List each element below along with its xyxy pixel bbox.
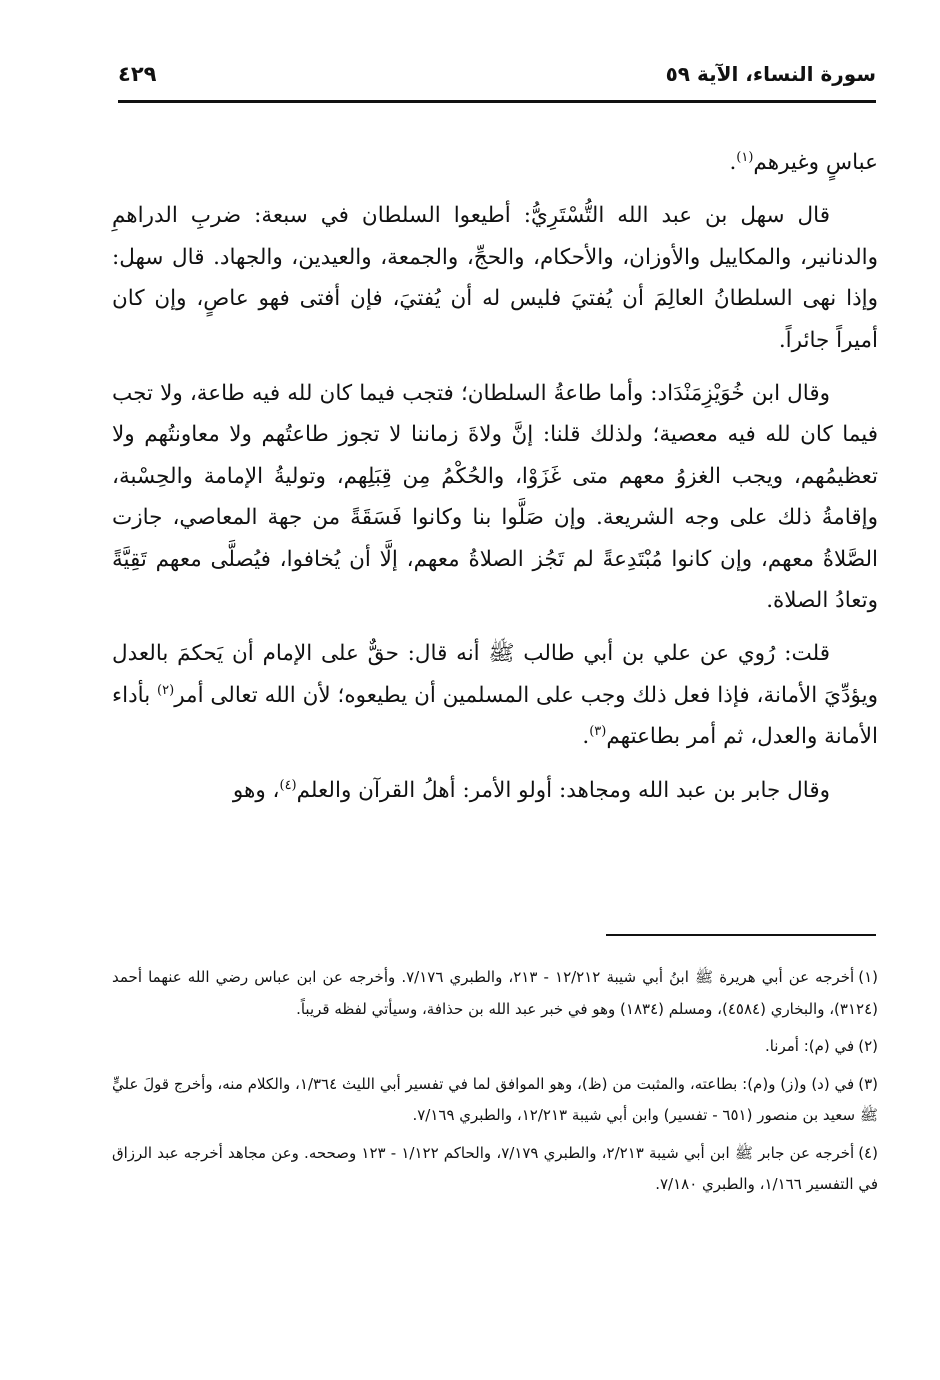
footnote-text: أخرجه عن أبي هريرة ﷺ ابنُ أبي شيبة ١٢/٢١٢ - ٢١٣، والطبري ٧/١٧٦. وأخرجه عن ابن عباس رضي الله عنهما أحمد (٣١٢٤)، والبخاري (٤٥٨٤)، ومسلم (١٨٣٤) وهو في خبر عبد الله بن حذافة، وسيأتي لفظه قريباً. (112, 968, 878, 1018)
footnote-ref-2: (٢) (157, 682, 175, 698)
page-number: ٤٢٩ (118, 62, 157, 86)
paragraph-3: وقال ابن خُوَيْزِمَنْدَاد: وأما طاعةُ السلطان؛ فتجب فيما كان لله فيه طاعة، ولا تجب فيما كان لله فيه معصية؛ ولذلك قلنا: إنَّ ولاةَ زماننا لا تجوز طاعتُهم ولا معاونتُهم ولا تعظيمُهم، ويجب الغزوُ معهم متى غَزَوْا، والحُكْمُ مِن قِبَلِهم، وتوليةُ الإمامة والحِسْبة، وإقامةُ ذلك على وجه الشريعة. وإن صَلَّوا بنا وكانوا فَسَقَةً من جهة المعاصي، جازت الصَّلاةُ معهم، وإن كانوا مُبْتَدِعةً لم تَجُز الصلاةُ معهم، إلَّا أن يُخافوا، فيُصلَّى معهم تَقِيَّةً وتعادُ الصلاة. (112, 381, 878, 614)
footnotes (112, 962, 878, 1207)
footnote-number: (٤) (858, 1143, 878, 1162)
footnote-2 (112, 1031, 878, 1063)
footnote-number: (١) (858, 968, 878, 986)
paragraph-5-text: وقال جابر بن عبد الله ومجاهد: أولو الأمر: أهلُ القرآن والعلم (296, 777, 830, 803)
footnote-ref-3: (٣) (589, 724, 607, 740)
footnote-number: (٣) (858, 1074, 878, 1093)
paragraph-2: قال سهل بن عبد الله التُّسْتَرِيُّ: أطيعوا السلطان في سبعة: ضربِ الدراهمِ والدنانير، والمكاييل والأوزان، والأحكام، والحجِّ، والجمعة، والعيدين، والجهاد. قال سهل: وإذا نهى السلطانُ العالِمَ أن يُفتيَ فليس له أن يُفتيَ، فإن أفتى فهو عاصٍ، وإن كان أميراً جائراً. (112, 203, 878, 353)
footnote-ref-1: (١) (736, 149, 754, 165)
footnote-4 (112, 1138, 878, 1201)
footnote-separator (606, 934, 876, 936)
page-header (118, 62, 876, 86)
paragraph-4-tail: . (582, 724, 590, 750)
paragraph-1-text: عباسٍ وغيرهم (753, 150, 878, 175)
main-text (112, 142, 878, 823)
footnote-text: في (د) و(ز) و(م): بطاعته، والمثبت من (ظ)، وهو الموافق لما في تفسير أبي الليث ١/٣٦٤، والكلام منه، وأخرج قولَ عليٍّ ﷺ سعيد بن منصور (٦٥١ - تفسير) وابن أبي شيبة ١٢/٢١٣، والطبري ٧/١٦٩. (112, 1074, 878, 1124)
header-rule (118, 100, 876, 103)
footnote-text: أخرجه عن جابر ﷺ ابن أبي شيبة ٢/٢١٣، والطبري ٧/١٧٩، والحاكم ١/١٢٢ - ١٢٣ وصححه. وعن مجاهد أخرجه عبد الرزاق في التفسير ١/١٦٦، والطبري ٧/١٨٠. (112, 1143, 878, 1193)
paragraph-1 (112, 142, 878, 183)
running-title: سورة النساء، الآية ٥٩ (665, 62, 876, 86)
paragraph-1-tail: . (729, 150, 737, 175)
footnote-3 (112, 1069, 878, 1132)
paragraph-4-text-a: قلت: رُوي عن علي بن أبي طالب ﷺ أنه قال: حقٌّ على الإمام أن يَحكمَ بالعدل ويؤدِّيَ الأمانة، فإذا فعل ذلك وجب على المسلمين أن يطيعوه؛ لأن الله تعالى أمر (112, 641, 878, 708)
footnote-number: (٢) (858, 1037, 878, 1055)
paragraph-4 (112, 633, 878, 757)
paragraph-4-text-b: بأداء الأمانة والعدل، ثم أمر بطاعتهم (112, 682, 878, 750)
paragraph-5 (112, 770, 878, 811)
footnote-1 (112, 962, 878, 1025)
footnote-ref-4: (٤) (279, 777, 297, 793)
footnote-text: في (م): أمرنا. (764, 1037, 855, 1055)
paragraph-5-tail: ، وهو (232, 777, 280, 803)
